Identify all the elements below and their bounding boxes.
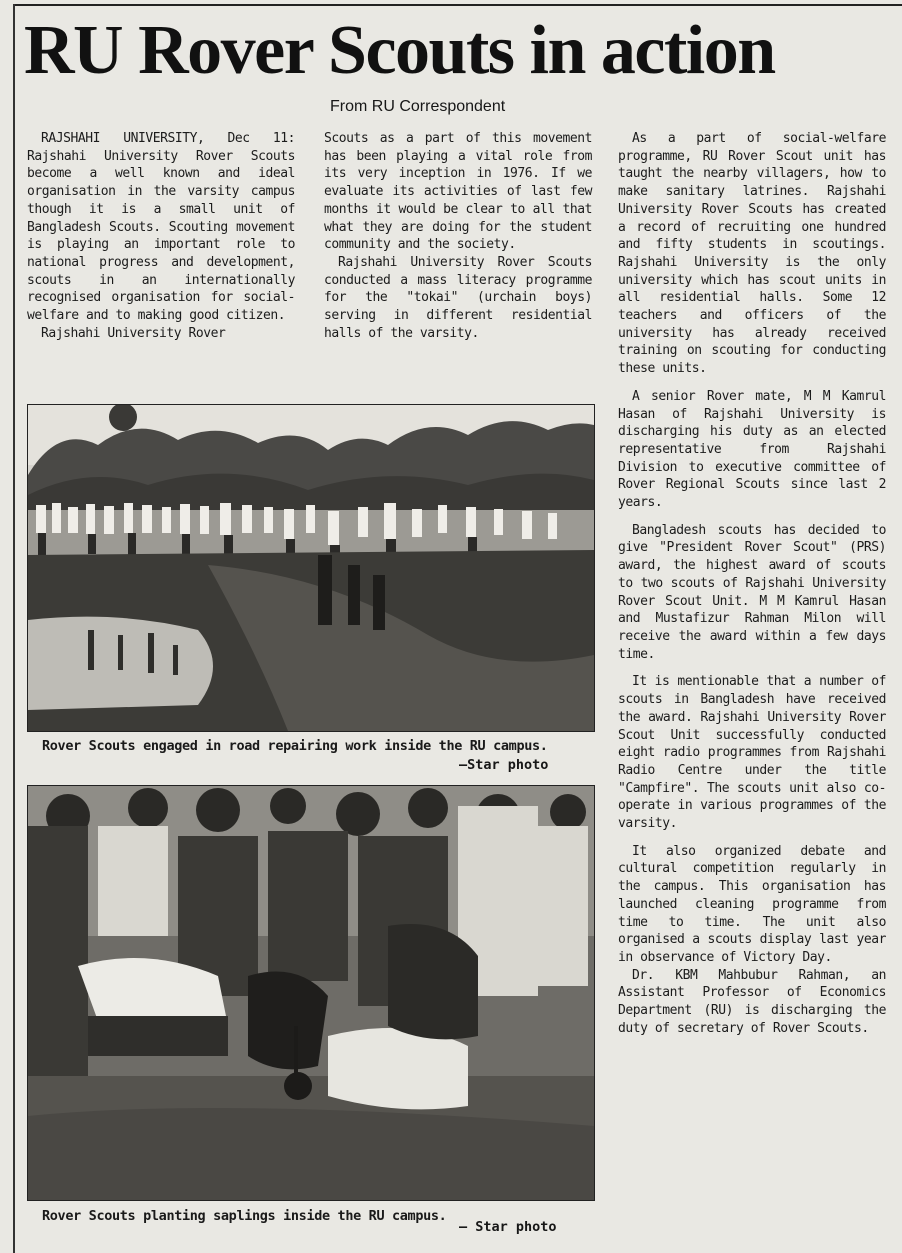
photo-caption: Rover Scouts planting saplings inside the RU campus. bbox=[42, 1208, 447, 1224]
paragraph: A senior Rover mate, M M Kamrul Hasan of Rajshahi University is discharging his duty as an elected representative from Rajshahi Division to executive committee of Rover Regional Scouts since last 2 years. bbox=[618, 388, 886, 511]
article-column-1 bbox=[27, 130, 295, 342]
sapling-planting-image bbox=[28, 786, 594, 1200]
paragraph: Rajshahi University Rover bbox=[41, 325, 226, 341]
photo-caption: Rover Scouts engaged in road repairing work inside the RU campus. bbox=[42, 738, 548, 754]
left-column-rule bbox=[13, 4, 15, 1253]
sapling-planting-photo bbox=[27, 785, 595, 1201]
road-repair-photo bbox=[27, 404, 595, 732]
paragraph: Scouts as a part of this movement has been playing a vital role from its very inception in 1976. If we evaluate its activities of last few months it would be clear to all that what they are doing for the student community and the society. bbox=[324, 131, 592, 253]
paragraph: Dr. KBM Mahbubur Rahman, an Assistant Professor of Economics Department (RU) is discharging the duty of secretary of Rover Scouts. bbox=[618, 967, 886, 1036]
paragraph: RAJSHAHI UNIVERSITY, Dec 11: Rajshahi University Rover Scouts become a well known and ideal organisation in the varsity campus though it is a small unit of Bangladesh Scouts. Scouting movement is playing an important role to national progress and development, scouts in an internationally recognised organisation for social-welfare and to making good citizen. bbox=[27, 131, 295, 324]
byline: From RU Correspondent bbox=[330, 98, 506, 115]
road-repair-image bbox=[28, 405, 594, 731]
top-rule bbox=[14, 4, 902, 6]
paragraph: Bangladesh scouts has decided to give "President Rover Scout" (PRS) award, the highest award of scouts to two scouts of Rajshahi University Rover Scout Unit. M M Kamrul Hasan and Mustafizur Rahman Milon will receive the award within a few days time. bbox=[618, 522, 886, 662]
article-column-3 bbox=[618, 130, 886, 1037]
paragraph: It is mentionable that a number of scouts in Bangladesh have received the award. Rajshahi University Rover Scout Unit successfully conducted eight radio programmes from Rajshahi Radio Centre under the title "Campfire". The scouts unit also co-operate in various programmes of the varsity. bbox=[618, 674, 886, 832]
paragraph: As a part of social-welfare programme, RU Rover Scout unit has taught the nearby villagers, how to make sanitary latrines. Rajshahi University Rover Scouts has created a record of recruiting one hundred and fifty students in scoutings. Rajshahi University is the only university which has scout units in all residential halls. Some 12 teachers and officers of the university has already received training on scouting for conducting these units. bbox=[618, 131, 886, 377]
paragraph: It also organized debate and cultural competition regularly in the campus. This organisation has launched cleaning programme from time to time. The unit also organised a scouts display last year in observance of Victory Day. bbox=[618, 843, 886, 965]
photo-credit: —Star photo bbox=[459, 757, 549, 773]
photo-credit: — Star photo bbox=[459, 1219, 557, 1235]
paragraph: Rajshahi University Rover Scouts conducted a mass literacy programme for the "tokai" (urchain boys) serving in different residential halls of the varsity. bbox=[324, 254, 592, 341]
article-column-2 bbox=[324, 130, 592, 342]
headline: RU Rover Scouts in action bbox=[24, 12, 775, 89]
